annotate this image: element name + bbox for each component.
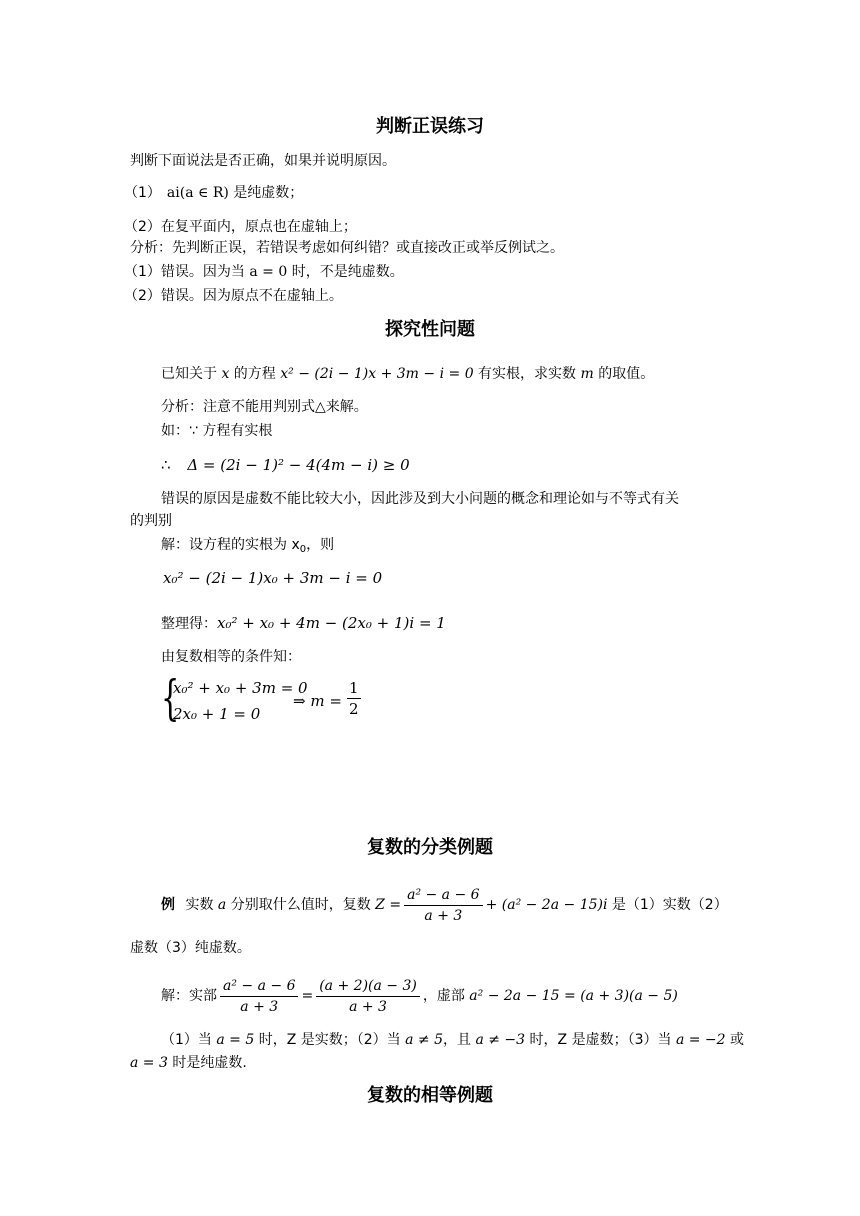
s3-sol-text-b: ，虚部 xyxy=(422,988,470,1004)
fraction-numerator: a² − a − 6 xyxy=(220,977,298,997)
section-title-equality: 复数的相等例题 xyxy=(367,1085,493,1106)
s3-sol-fraction-2 xyxy=(316,977,420,1016)
s1-item1 xyxy=(124,183,303,203)
s1-item1-num: （1） xyxy=(124,185,161,201)
left-brace: { xyxy=(161,670,180,726)
s3-ex-text-c: 是（1）实数（2） xyxy=(607,897,728,913)
section-title-classification: 复数的分类例题 xyxy=(367,837,493,858)
s2-delta-inequality: Δ = (2i − 1)² − 4(4m − i) ≥ 0 xyxy=(187,456,410,474)
s3-c-text-a: （1）当 xyxy=(161,1032,217,1048)
implies-result: ⇒ m = xyxy=(293,692,342,710)
s2-question xyxy=(161,364,654,384)
s2-q-var-m: m xyxy=(580,366,594,382)
s2-q-text-c: 有实根，求实数 xyxy=(473,366,581,382)
s3-ex-var-a: a xyxy=(217,897,227,913)
fraction-denominator: a + 3 xyxy=(424,907,463,924)
s3-ex-text-a: 实数 xyxy=(185,897,218,913)
s2-q-text-d: 的取值。 xyxy=(593,366,655,382)
s3-example-line2: 虚数（3）纯虚数。 xyxy=(130,940,251,956)
s3-conclusion-line2 xyxy=(130,1053,247,1073)
s3-sol-text-a: 解：实部 xyxy=(161,988,217,1004)
s2-solution-intro xyxy=(161,535,334,555)
therefore-symbol: ∴ xyxy=(161,456,171,474)
s2-error-line1: 错误的原因是虚数不能比较大小，因此涉及到大小问题的概念和理论如与不等式有关 xyxy=(161,491,679,507)
s2-tidy-label: 整理得： xyxy=(161,616,217,632)
fraction-denominator: 2 xyxy=(349,700,359,718)
fraction-numerator: 1 xyxy=(349,679,359,697)
s2-solution-sub: 0 xyxy=(299,544,307,555)
s1-item1-text: 是纯虚数； xyxy=(228,185,304,201)
fraction-one-half xyxy=(347,678,361,719)
s1-answer1-text-b: 时，不是纯虚数。 xyxy=(287,264,404,280)
s3-c-text-c: ，且 xyxy=(443,1032,476,1048)
s2-equation1: x₀² − (2i − 1)x₀ + 3m − i = 0 xyxy=(163,569,383,587)
s2-q-var-x: x xyxy=(221,366,230,382)
s3-c-math-1: a = 5 xyxy=(216,1032,255,1048)
s1-analysis: 分析：先判断正误，若错误考虑如何纠错？或直接改正或举反例试之。 xyxy=(130,240,564,256)
s3-c-math-2: a ≠ 5 xyxy=(405,1032,443,1048)
s2-q-text-a: 已知关于 xyxy=(161,366,222,382)
s3-ex-imag-part: + (a² − 2a − 15)i xyxy=(485,897,608,913)
s3-c-text-f: 时是纯虚数. xyxy=(167,1055,247,1071)
s2-condition: 由复数相等的条件知： xyxy=(161,649,301,665)
fraction-denominator: a + 3 xyxy=(349,998,387,1015)
section-title-judgment: 判断正误练习 xyxy=(376,116,484,137)
equals-sign: = xyxy=(301,988,314,1004)
s3-ex-z: Z = xyxy=(375,897,402,913)
s2-delta-line xyxy=(161,455,410,475)
s3-conclusion-line1 xyxy=(161,1030,744,1050)
fraction-numerator: a² − a − 6 xyxy=(404,886,482,906)
s2-tidy-line xyxy=(161,613,446,634)
s1-item1-math: ai(a ∈ R) xyxy=(166,185,229,201)
fraction-numerator: (a + 2)(a − 3) xyxy=(316,977,420,997)
s1-answer2: （2）错误。因为原点不在虚轴上。 xyxy=(124,288,343,304)
s3-ex-text-b: 分别取什么值时，复数 xyxy=(226,897,376,913)
s2-q-equation: x² − (2i − 1)x + 3m − i = 0 xyxy=(280,366,474,382)
s3-ex-fraction xyxy=(404,886,482,925)
s3-c-math-3: a ≠ −3 xyxy=(475,1032,526,1048)
s2-solution-text-a: 解：设方程的实根为 x xyxy=(161,537,300,553)
section-title-inquiry: 探究性问题 xyxy=(385,319,475,340)
s2-equation-system xyxy=(161,670,381,728)
s3-c-text-e: 或 xyxy=(725,1032,745,1048)
system-row-1: x₀² + x₀ + 3m = 0 xyxy=(173,679,308,697)
s2-example: 如：∵ 方程有实根 xyxy=(161,423,273,439)
s2-solution-text-b: ，则 xyxy=(306,537,335,553)
s1-answer1-text-a: （1）错误。因为当 xyxy=(124,264,250,280)
s3-c-math-4: a = −2 xyxy=(675,1032,726,1048)
s3-c-text-d: 时，Z 是虚数；（3）当 xyxy=(525,1032,676,1048)
s3-solution xyxy=(161,975,678,1017)
s1-item2: （2）在复平面内，原点也在虚轴上； xyxy=(124,219,357,235)
example-label: 例 xyxy=(161,897,175,913)
s3-example xyxy=(161,884,728,926)
s1-answer1 xyxy=(124,262,404,282)
s3-sol-imag-part: a² − 2a − 15 = (a + 3)(a − 5) xyxy=(469,988,678,1004)
s2-q-text-b: 的方程 xyxy=(229,366,281,382)
s2-analysis: 分析：注意不能用判别式△来解。 xyxy=(161,399,368,415)
s3-c-text-b: 时，Z 是实数；（2）当 xyxy=(254,1032,406,1048)
s1-intro: 判断下面说法是否正确，如果并说明原因。 xyxy=(130,153,396,169)
s2-equation2: x₀² + x₀ + 4m − (2x₀ + 1)i = 1 xyxy=(217,614,446,632)
s3-sol-fraction-1 xyxy=(220,977,298,1016)
s3-c-math-5: a = 3 xyxy=(130,1055,168,1071)
system-row-2: 2x₀ + 1 = 0 xyxy=(173,705,261,723)
s1-answer1-math: a = 0 xyxy=(249,264,288,280)
s2-error-line2: 的判别 xyxy=(130,513,172,529)
fraction-denominator: a + 3 xyxy=(240,998,279,1015)
